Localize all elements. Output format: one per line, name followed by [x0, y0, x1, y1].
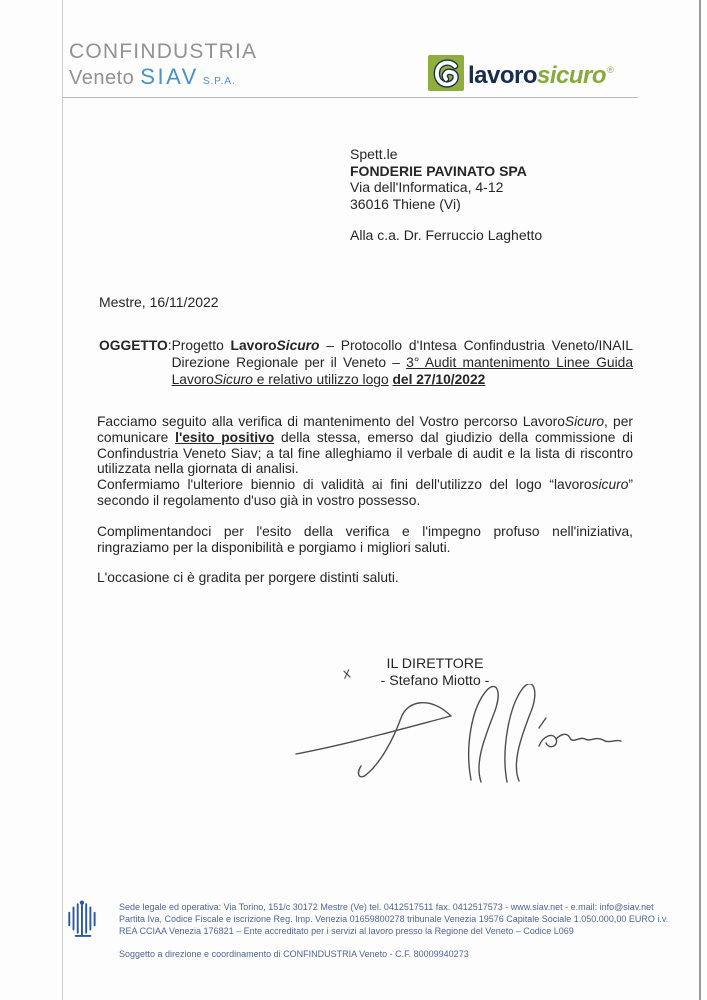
subject-segment: Sicuro	[276, 338, 320, 353]
confindustria-eagle-icon	[66, 900, 100, 943]
recipient-company: FONDERIE PAVINATO SPA	[350, 162, 527, 179]
recipient-street: Via dell'Informatica, 4-12	[350, 179, 504, 195]
footer-line: Sede legale ed operativa: Via Torino, 151/c 30172 Mestre (Ve) tel. 0412517511 fax. 0412517573 - www.siav.net - e.mail: info@siav.net	[119, 902, 654, 912]
signer-name: - Stefano Miotto -	[380, 673, 490, 689]
lavorosicuro-wordmark	[468, 62, 613, 90]
brand-confindustria: CONFINDUSTRIA	[69, 40, 258, 63]
brand-veneto: Veneto	[69, 66, 135, 89]
footer-line: Soggetto a direzione e coordinamento di CONFINDUSTRIA Veneto - C.F. 80009940273	[119, 949, 469, 959]
footer-legal-block	[119, 901, 674, 960]
subject-segment: – Protocollo d'Intesa Confindustria Veneto/INAIL Direzione Regionale per il Veneto –	[171, 338, 633, 370]
body-paragraph: Complimentandoci per l'esito della verifica e l'impegno profuso nell'iniziativa, ringraziamo per la disponibilità e porgiamo i migliori saluti.	[97, 523, 633, 555]
recipient-attention: Alla c.a. Dr. Ferruccio Laghetto	[350, 227, 543, 243]
body-paragraph	[97, 414, 633, 477]
confindustria-brand	[69, 41, 257, 89]
signature-scribble	[293, 684, 623, 789]
lavorosicuro-swirl-icon	[428, 55, 464, 96]
body-segment: della stessa, emerso dal giudizio della commissione di Confindustria Veneto Siav; a tal fine alleghiamo il verbale di audit e la lista di riscontro utilizzata nella giornata di analisi.	[97, 429, 633, 477]
body-segment: l'esito positivo	[175, 429, 275, 445]
footer-line: REA CCIAA Venezia 176821 – Ente accreditato per i servizi al lavoro presso la Regione del Veneto – Codice L069	[119, 926, 574, 936]
brand-line2	[69, 65, 257, 90]
subject-segment: 3° Audit mantenimento Linee Guida Lavoro	[171, 354, 633, 387]
scan-right-edge	[699, 0, 701, 1000]
footer-line: Partita Iva, Codice Fiscale e iscrizione Reg. Imp. Venezia 01659800278 tribunale Venezia 19576 Capitale Sociale 1.050.000,00 EURO i.v.	[119, 914, 669, 924]
recipient-block	[350, 146, 542, 244]
subject-text	[172, 338, 633, 388]
lavorosicuro-logo	[428, 55, 613, 96]
scan-left-rule	[62, 0, 63, 1000]
subject-segment: del 27/10/2022	[392, 371, 486, 387]
body-segment: Confermiamo l'ulteriore biennio di validità ai fini dell'utilizzo del logo “lavoro	[97, 477, 592, 493]
body-segment: ” secondo il regolamento d'uso già in vostro possesso.	[97, 477, 633, 508]
subject-segment: Sicuro	[213, 371, 253, 387]
recipient-city: 36016 Thiene (Vi)	[350, 195, 461, 212]
subject-segment: e relativo utilizzo logo	[252, 371, 389, 387]
recipient-salutation: Spett.le	[350, 146, 398, 162]
dateline: Mestre, 16/11/2022	[99, 294, 219, 310]
body-segment: sicuro	[591, 477, 629, 493]
logo-lavoro-text: lavoro	[468, 61, 538, 89]
registered-mark: ®	[607, 64, 614, 75]
handwritten-x-mark: x	[341, 664, 352, 683]
subject-colon: :	[167, 338, 172, 353]
header-divider	[62, 97, 638, 98]
letter-body	[97, 414, 633, 586]
body-paragraph	[97, 477, 633, 509]
subject-label-text: OGGETTO	[99, 338, 168, 353]
body-paragraph: L'occasione ci è gradita per porgere distinti saluti.	[97, 570, 399, 586]
brand-spa: S.P.A.	[202, 75, 236, 87]
body-segment: Sicuro	[564, 414, 605, 429]
subject-segment: Lavoro	[230, 338, 277, 353]
subject-segment: Progetto	[171, 338, 231, 353]
body-segment: , per comunicare	[97, 414, 633, 445]
body-segment: Facciamo seguito alla verifica di mantenimento del Vostro percorso Lavoro	[97, 414, 565, 429]
subject-block	[99, 338, 633, 388]
subject-label	[99, 338, 172, 388]
signer-title: IL DIRETTORE	[386, 656, 484, 672]
logo-sicuro-text: sicuro	[537, 61, 607, 89]
brand-siav: SIAV	[140, 63, 199, 89]
